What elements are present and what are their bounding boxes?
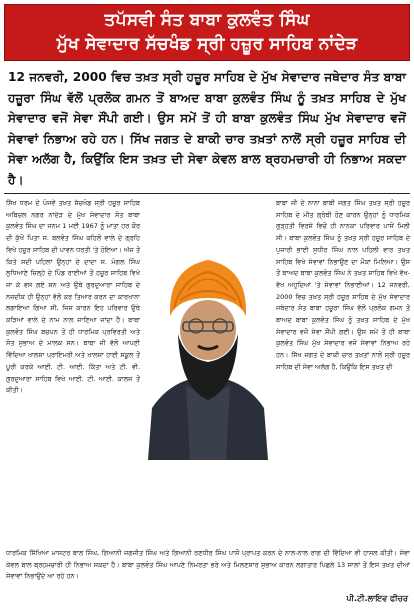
lead-paragraph: 12 ਜਨਵਰੀ, 2000 ਵਿਚ ਤਖ਼ਤ ਸ੍ਰੀ ਹਜ਼ੂਰ ਸਾਹਿਬ ਦੇ ਮੁੱਖ ਸੇਵਾਦਾਰ ਜਥੇਦਾਰ ਸੰਤ ਬਾਬਾ ਹਜ਼ੂਰਾ ਸਿੰਘ ਵੱਲੋਂ ਪ੍ਰਲੋਕ ਗਮਨ ਤੋਂ ਬਾਅਦ ਬਾਬਾ ਕੁਲਵੰਤ ਸਿੰਘ ਨੂੰ ਤਖ਼ਤ ਸਾਹਿਬ ਦੇ ਮੁੱਖ ਸੇਵਾਦਾਰ ਵਜੋਂ ਸੇਵਾ ਸੌਂਪੀ ਗਈ। ਉਸ ਸਮੇਂ ਤੋਂ ਹੀ ਬਾਬਾ ਕੁਲਵੰਤ ਸਿੰਘ ਮੁੱਖ ਸੇਵਾਦਾਰ ਵਜੋਂ ਸੇਵਾਵਾਂ ਨਿਭਾਅ ਰਹੇ ਹਨ। ਸਿੱਖ ਜਗਤ ਦੇ ਬਾਕੀ ਚਾਰ ਤਖ਼ਤਾਂ ਨਾਲੋਂ ਸ੍ਰੀ ਹਜ਼ੂਰ ਸਾਹਿਬ ਦੀ ਸੇਵਾ ਅਲੱਗ ਹੈ, ਕਿਉਂਕਿ ਇਸ ਤਖ਼ਤ ਦੀ ਸੇਵਾ ਕੇਵਲ ਬਾਲ ਬ੍ਰਹਮਚਾਰੀ ਹੀ ਨਿਭਾਅ ਸਕਦਾ ਹੈ।: [4, 65, 410, 194]
column-right-text: ਬਾਬਾ ਜੀ ਦੇ ਨਾਨਾ ਬਾਬੀ ਜਗਤ ਸਿੰਘ ਤਖ਼ਤ ਸ੍ਰੀ ਹਜ਼ੂਰ ਸਾਹਿਬ ਦੇ ਮੀਤ ਗ੍ਰੰਥੀ ਹੋਣ ਕਾਰਨ ਉਨ੍ਹਾਂ ਨੂੰ ਧਾਰਮਿਕ ਗੁੜ੍ਹਤੀ ਵਿਰਸੇ ਵਿਚੋਂ ਹੀ ਨਾਨਕਾ ਪਰਿਵਾਰ ਪਾਸੋਂ ਮਿਲੀ ਸੀ। ਬਾਬਾ ਕੁਲਵੰਤ ਸਿੰਘ ਨੂੰ ਤਖ਼ਤ ਸ੍ਰੀ ਹਜ਼ੂਰ ਸਾਹਿਬ ਦੇ ਪੁਜਾਰੀ ਭਾਈ ਸੁਧੀਰ ਸਿੰਘ ਨਾਲ ਪਹਿਲੀ ਵਾਰ ਤਖ਼ਤ ਸਾਹਿਬ ਵਿਖੇ ਸੇਵਾਵਾਂ ਨਿਭਾਉਣ ਦਾ ਮੌਕਾ ਮਿਲਿਆ। ਉਸ ਤੋਂ ਬਾਅਦ ਬਾਬਾ ਕੁਲਵੰਤ ਸਿੰਘ ਨੇ ਤਖ਼ਤ ਸਾਹਿਬ ਵਿਖੇ ਵੱਖ-ਵੱਖ ਅਹੁਦਿਆਂ 'ਤੇ ਸੇਵਾਵਾਂ ਨਿਭਾਈਆਂ। 12 ਜਨਵਰੀ, 2000 ਵਿਚ ਤਖ਼ਤ ਸ੍ਰੀ ਹਜ਼ੂਰ ਸਾਹਿਬ ਦੇ ਮੁੱਖ ਸੇਵਾਦਾਰ ਜਥੇਦਾਰ ਸੰਤ ਬਾਬਾ ਹਜ਼ੂਰਾ ਸਿੰਘ ਵੱਲੋਂ ਪ੍ਰਲੋਕ ਗਮਨ ਤੋਂ ਬਾਅਦ ਬਾਬਾ ਕੁਲਵੰਤ ਸਿੰਘ ਨੂੰ ਤਖ਼ਤ ਸਾਹਿਬ ਦੇ ਮੁੱਖ ਸੇਵਾਦਾਰ ਵਜੋਂ ਸੇਵਾ ਸੌਂਪੀ ਗਈ। ਉਸ ਸਮੇਂ ਤੋਂ ਹੀ ਬਾਬਾ ਕੁਲਵੰਤ ਸਿੰਘ ਮੁੱਖ ਸੇਵਾਦਾਰ ਵਜੋਂ ਸੇਵਾਵਾਂ ਨਿਭਾਅ ਰਹੇ ਹਨ। ਸਿੱਖ ਜਗਤ ਦੇ ਬਾਕੀ ਚਾਰ ਤਖ਼ਤਾਂ ਨਾਲੋਂ ਸ੍ਰੀ ਹਜ਼ੂਰ ਸਾਹਿਬ ਦੀ ਸੇਵਾ ਅਲੱਗ ਹੈ, ਕਿਉਂਕਿ ਇਸ ਤਖ਼ਤ ਦੀ: [276, 199, 410, 371]
portrait-photo: [142, 238, 274, 460]
byline-credit: ਪੀ.ਟੀ.ਲਾਇਵ ਫੀਚਰ: [346, 594, 408, 603]
portrait-illustration: [142, 238, 274, 460]
article-body: [4, 198, 410, 586]
headline-line-2: ਮੁੱਖ ਸੇਵਾਦਾਰ ਸੱਚਖੰਡ ਸ੍ਰੀ ਹਜ਼ੂਰ ਸਾਹਿਬ ਨਾਂਦੇੜ: [56, 34, 358, 54]
article-footer-text: ਧਾਰਮਿਕ ਸਿੱਖਿਆ ਮਾਸਟਰ ਬਾਲ ਸਿੰਘ, ਗਿਆਨੀ ਜਗਜੀਤ ਸਿੰਘ ਅਤੇ ਗਿਆਨੀ ਰਣਧੀਰ ਸਿੰਘ ਪਾਸੋਂ ਪ੍ਰਾਪਤ ਕਰਨ ਦੇ ਨਾਲ-ਨਾਲ ਰਾਗ ਦੀ ਵਿੱਦਿਆ ਵੀ ਹਾਸਲ ਕੀਤੀ। ਸੇਵਾ ਕੇਵਲ ਬਾਲ ਬ੍ਰਹਮਚਾਰੀ ਹੀ ਨਿਭਾਅ ਸਕਦਾ ਹੈ। ਬਾਬਾ ਕੁਲਵੰਤ ਸਿੰਘ ਆਪਣੇ ਨਿਮਰਤਾ ਭਰੇ ਅਤੇ ਮਿਲਣਸਾਰ ਸੁਭਾਅ ਕਾਰਨ ਲਗਾਤਾਰ ਪਿਛਲੇ 13 ਸਾਲਾਂ ਤੋਂ ਇਸ ਤਖ਼ਤ ਦੀਆਂ ਸੇਵਾਵਾਂ ਨਿਭਾਉਂਦੇ ਆ ਰਹੇ ਹਨ।: [6, 549, 410, 581]
column-left-text: ਸਿੱਖ ਧਰਮ ਦੇ ਪੰਜਵੇਂ ਤਖ਼ਤ ਸੱਚਖੰਡ ਸ੍ਰੀ ਹਜ਼ੂਰ ਸਾਹਿਬ ਅਬਿਚਲ ਨਗਰ ਨਾਂਦੇੜ ਦੇ ਮੁੱਖ ਸੇਵਾਦਾਰ ਸੰਤ ਬਾਬਾ ਕੁਲਵੰਤ ਸਿੰਘ ਦਾ ਜਨਮ 1 ਮਈ 1967 ਨੂੰ ਮਾਤਾ ਹਰ ਕੌਰ ਦੀ ਕੁੱਖੋਂ ਪਿਤਾ ਸ. ਬਲਵੰਤ ਸਿੰਘ ਕਹਿਲੋਂ ਵਾਲੇ ਦੇ ਗ੍ਰਹਿ ਵਿਖੇ ਹਜ਼ੂਰ ਸਾਹਿਬ ਦੀ ਪਾਵਨ ਧਰਤੀ 'ਤੇ ਹੋਇਆ। ਅੱਜ ਤੋਂ ਕਿਤੇ ਸਦੀ ਪਹਿਲਾਂ ਉਨ੍ਹਾਂ ਦੇ ਦਾਦਾ ਸ. ਮੰਗਲ ਸਿੰਘ ਲੁਧਿਆਣੇ ਜ਼ਿਲ੍ਹੇ ਦੇ ਪਿੰਡ ਰਾਈਆਂ ਤੋਂ ਹਜ਼ੂਰ ਸਾਹਿਬ ਵਿਖੇ ਜਾ ਕੇ ਵਸ ਗਏ ਸਨ ਅਤੇ ਉਥੇ ਗੁਰਦੁਆਰਾ ਸਾਹਿਬ ਦੇ ਨਜ਼ਦੀਕ ਹੀ ਉਨ੍ਹਾਂ ਵੱਲੋਂ ਕਰ ਤਿਆਰ ਕਰਨ ਦਾ ਕਾਰਖਾਨਾ ਲਗਾਇਆ ਗਿਆ ਸੀ, ਜਿਸ ਕਾਰਨ ਇਹ ਪਰਿਵਾਰ ਉਥੇ ਕੜਿਆਂ ਵਾਲੇ ਦੇ ਨਾਮ ਨਾਲ ਜਾਣਿਆ ਜਾਂਦਾ ਹੈ। ਬਾਬਾ ਕੁਲਵੰਤ ਸਿੰਘ ਬਚਪਨ ਤੋਂ ਹੀ ਧਾਰਮਿਕ ਪ੍ਰਵਿਰਤੀ ਅਤੇ ਸੰਤ ਸੁਭਾਅ ਦੇ ਮਾਲਕ ਸਨ। ਬਾਬਾ ਜੀ ਵੱਲੋਂ ਆਪਣੀ ਵਿੱਦਿਆ ਖਾਲਸਾ ਪ੍ਰਾਇਮਰੀ ਅਤੇ ਖਾਲਸਾ ਹਾਈ ਸਕੂਲ ਤੋਂ ਪੂਰੀ ਕਰਕੇ ਆਈ. ਟੀ. ਆਈ. ਕਿੱਤਾ ਅਤੇ ਟੀ. ਵੀ. ਗੁਰਦੁਆਰਾ ਸਾਹਿਬ ਵਿਖੇ ਆਈ. ਟੀ. ਆਈ. ਕਾਲਜ ਤੋਂ ਕੀਤੀ।: [6, 199, 140, 395]
headline-line-1: ਤਪੱਸਵੀ ਸੰਤ ਬਾਬਾ ਕੁਲਵੰਤ ਸਿੰਘ: [104, 10, 310, 30]
article-column-right: [276, 198, 410, 374]
article-column-left: [6, 198, 140, 397]
headline-banner: [4, 4, 410, 61]
